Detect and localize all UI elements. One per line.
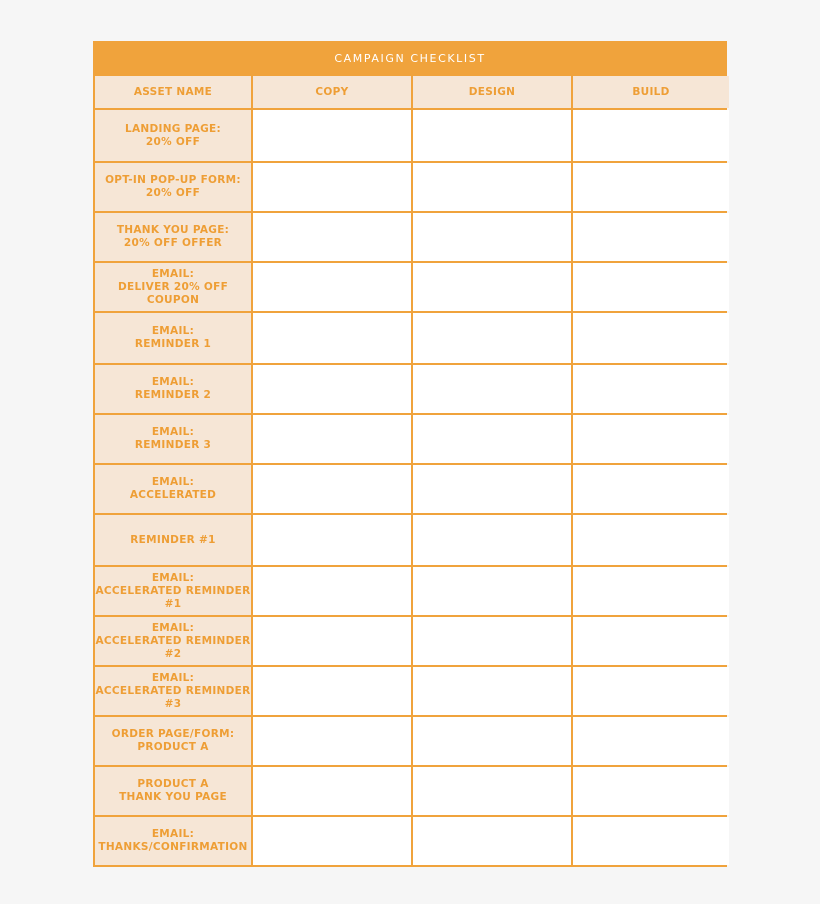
build-checkbox-cell[interactable] <box>573 110 729 161</box>
column-header-copy: COPY <box>253 76 411 108</box>
asset-name-line-1: EMAIL: <box>151 621 195 634</box>
asset-name-cell <box>95 767 251 815</box>
asset-name-line-1: OPT-IN POP-UP FORM: <box>105 174 241 186</box>
asset-name-line-2: ACCELERATED <box>129 489 217 501</box>
asset-name-line-1: EMAIL: <box>151 426 195 438</box>
copy-checkbox-cell[interactable] <box>253 313 411 363</box>
column-header-design: DESIGN <box>413 76 571 108</box>
design-checkbox-cell[interactable] <box>413 667 571 715</box>
design-checkbox-cell[interactable] <box>413 163 571 211</box>
design-checkbox-cell[interactable] <box>413 767 571 815</box>
asset-name-cell <box>95 717 251 765</box>
build-checkbox-cell[interactable] <box>573 515 729 565</box>
design-checkbox-cell[interactable] <box>413 717 571 765</box>
copy-checkbox-cell[interactable] <box>253 213 411 261</box>
asset-name-line-2: ACCELERATED REMINDER #2 <box>95 634 251 660</box>
asset-name-line-1: EMAIL: <box>151 376 195 388</box>
build-checkbox-cell[interactable] <box>573 617 729 665</box>
copy-checkbox-cell[interactable] <box>253 617 411 665</box>
build-checkbox-cell[interactable] <box>573 365 729 413</box>
asset-name-line-2: REMINDER 2 <box>134 389 212 401</box>
asset-name-line-1: PRODUCT A <box>137 778 209 790</box>
asset-name-line-2: 20% OFF <box>145 187 201 199</box>
asset-name-line-1: EMAIL: <box>151 828 195 840</box>
design-checkbox-cell[interactable] <box>413 515 571 565</box>
checklist-grid <box>95 76 725 865</box>
design-checkbox-cell[interactable] <box>413 213 571 261</box>
asset-name-line-2: ACCELERATED REMINDER #1 <box>95 584 251 610</box>
asset-name-line-1: THANK YOU PAGE: <box>116 224 230 236</box>
build-checkbox-cell[interactable] <box>573 313 729 363</box>
asset-name-line-1: EMAIL: <box>151 267 195 280</box>
build-checkbox-cell[interactable] <box>573 767 729 815</box>
asset-name-line-1: LANDING PAGE: <box>124 122 222 135</box>
asset-name-line-2: REMINDER 1 <box>134 338 212 350</box>
asset-name-line-2: REMINDER 3 <box>134 439 212 451</box>
checklist-title: CAMPAIGN CHECKLIST <box>95 43 725 76</box>
design-checkbox-cell[interactable] <box>413 817 571 865</box>
asset-name-line-2: THANK YOU PAGE <box>119 791 227 803</box>
asset-name-line-2: PRODUCT A <box>137 741 209 753</box>
asset-name-cell <box>95 415 251 463</box>
design-checkbox-cell[interactable] <box>413 567 571 615</box>
build-checkbox-cell[interactable] <box>573 717 729 765</box>
asset-name-line-1: REMINDER #1 <box>130 533 216 546</box>
design-checkbox-cell[interactable] <box>413 365 571 413</box>
asset-name-line-2: DELIVER 20% OFF COUPON <box>117 280 229 306</box>
asset-name-cell <box>95 515 251 565</box>
build-checkbox-cell[interactable] <box>573 263 729 311</box>
copy-checkbox-cell[interactable] <box>253 465 411 513</box>
asset-name-line-2: THANKS/CONFIRMATION <box>98 841 248 853</box>
copy-checkbox-cell[interactable] <box>253 415 411 463</box>
design-checkbox-cell[interactable] <box>413 617 571 665</box>
copy-checkbox-cell[interactable] <box>253 110 411 161</box>
asset-name-line-2: 20% OFF OFFER <box>123 237 223 249</box>
asset-name-cell <box>95 817 251 865</box>
design-checkbox-cell[interactable] <box>413 465 571 513</box>
copy-checkbox-cell[interactable] <box>253 567 411 615</box>
asset-name-line-1: EMAIL: <box>151 571 195 584</box>
asset-name-cell <box>95 567 251 615</box>
build-checkbox-cell[interactable] <box>573 415 729 463</box>
copy-checkbox-cell[interactable] <box>253 767 411 815</box>
copy-checkbox-cell[interactable] <box>253 667 411 715</box>
copy-checkbox-cell[interactable] <box>253 163 411 211</box>
asset-name-cell <box>95 313 251 363</box>
campaign-checklist <box>93 41 727 867</box>
build-checkbox-cell[interactable] <box>573 667 729 715</box>
column-header-build: BUILD <box>573 76 729 108</box>
asset-name-line-2: ACCELERATED REMINDER #3 <box>95 684 251 710</box>
build-checkbox-cell[interactable] <box>573 567 729 615</box>
copy-checkbox-cell[interactable] <box>253 515 411 565</box>
copy-checkbox-cell[interactable] <box>253 817 411 865</box>
asset-name-cell <box>95 617 251 665</box>
design-checkbox-cell[interactable] <box>413 263 571 311</box>
asset-name-line-1: EMAIL: <box>151 325 195 337</box>
asset-name-line-1: EMAIL: <box>151 476 195 488</box>
build-checkbox-cell[interactable] <box>573 817 729 865</box>
asset-name-cell <box>95 667 251 715</box>
asset-name-cell <box>95 213 251 261</box>
column-header-asset-name: ASSET NAME <box>95 76 251 108</box>
design-checkbox-cell[interactable] <box>413 415 571 463</box>
build-checkbox-cell[interactable] <box>573 465 729 513</box>
asset-name-cell <box>95 465 251 513</box>
build-checkbox-cell[interactable] <box>573 163 729 211</box>
build-checkbox-cell[interactable] <box>573 213 729 261</box>
copy-checkbox-cell[interactable] <box>253 717 411 765</box>
asset-name-line-2: 20% OFF <box>145 135 201 148</box>
copy-checkbox-cell[interactable] <box>253 263 411 311</box>
asset-name-line-1: EMAIL: <box>151 671 195 684</box>
design-checkbox-cell[interactable] <box>413 110 571 161</box>
asset-name-cell <box>95 263 251 311</box>
design-checkbox-cell[interactable] <box>413 313 571 363</box>
asset-name-cell <box>95 110 251 161</box>
asset-name-line-1: ORDER PAGE/FORM: <box>111 728 235 740</box>
copy-checkbox-cell[interactable] <box>253 365 411 413</box>
asset-name-cell <box>95 163 251 211</box>
asset-name-cell <box>95 365 251 413</box>
